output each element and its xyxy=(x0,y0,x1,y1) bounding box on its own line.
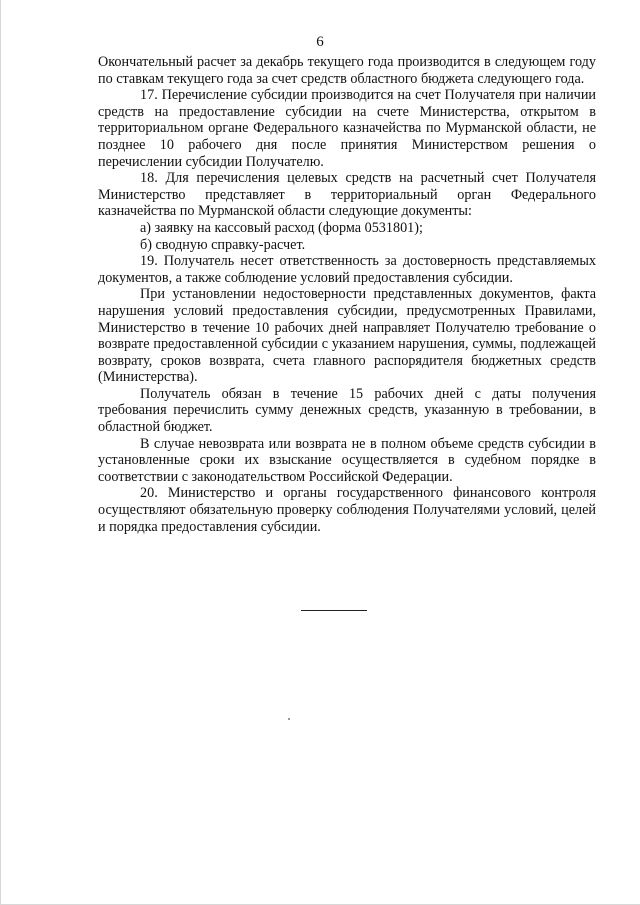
paragraph-final-settlement: Окончательный расчет за декабрь текущего года производится в следующем году по ставкам текущего года за счет средств областного бюджета следующего года. xyxy=(98,54,596,87)
paragraph-refund-obligation: Получатель обязан в течение 15 рабочих дней с даты получения требования перечислить сумму денежных средств, указанную в требовании, в областной бюджет. xyxy=(98,385,596,436)
list-item-a: а) заявку на кассовый расход (форма 0531801); xyxy=(140,219,423,236)
paragraph-court-recovery: В случае невозврата или возврата не в полном объеме средств субсидии в установленные сроки их взыскание осуществляется в судебном порядке в соответствии с законодательством Российской Федерации. xyxy=(98,435,596,485)
paragraph-20: 20. Министерство и органы государственного финансового контроля осуществляют обязательную проверку соблюдения Получателями условий, целей и порядка предоставления субсидии. xyxy=(98,485,596,535)
document-body xyxy=(98,54,596,535)
paragraph-17: 17. Перечисление субсидии производится на счет Получателя при наличии средств на предоставление субсидии на счете Министерства, открытом в территориальном органе Федерального казначейства по Мурманской области, не позднее 10 рабочего дня после принятия Министерством решения о перечислении субсидии Получателю. xyxy=(98,87,596,170)
paragraph-19: 19. Получатель несет ответственность за достоверность представляемых документов, а также соблюдение условий предоставления субсидии. xyxy=(98,253,596,286)
list-item-b: б) сводную справку-расчет. xyxy=(140,236,306,253)
end-separator-line xyxy=(301,610,367,611)
page-number: 6 xyxy=(316,34,324,50)
paragraph-unreliability: При установлении недостоверности представленных документов, факта нарушения условий предоставления субсидии, предусмотренных Правилами, Министерство в течение 10 рабочих дней направляет Получателю требование о возврате предоставленной субсидии с указанием нарушения, суммы, подлежащей возврату, сроков возврата, счета главного распорядителя бюджетных средств (Министерства). xyxy=(98,286,596,386)
page-left-edge xyxy=(0,0,1,905)
paragraph-18: 18. Для перечисления целевых средств на расчетный счет Получателя Министерство представляет в территориальный орган Федерального казначейства по Мурманской области следующие документы: xyxy=(98,170,596,220)
scan-speck xyxy=(288,718,290,720)
